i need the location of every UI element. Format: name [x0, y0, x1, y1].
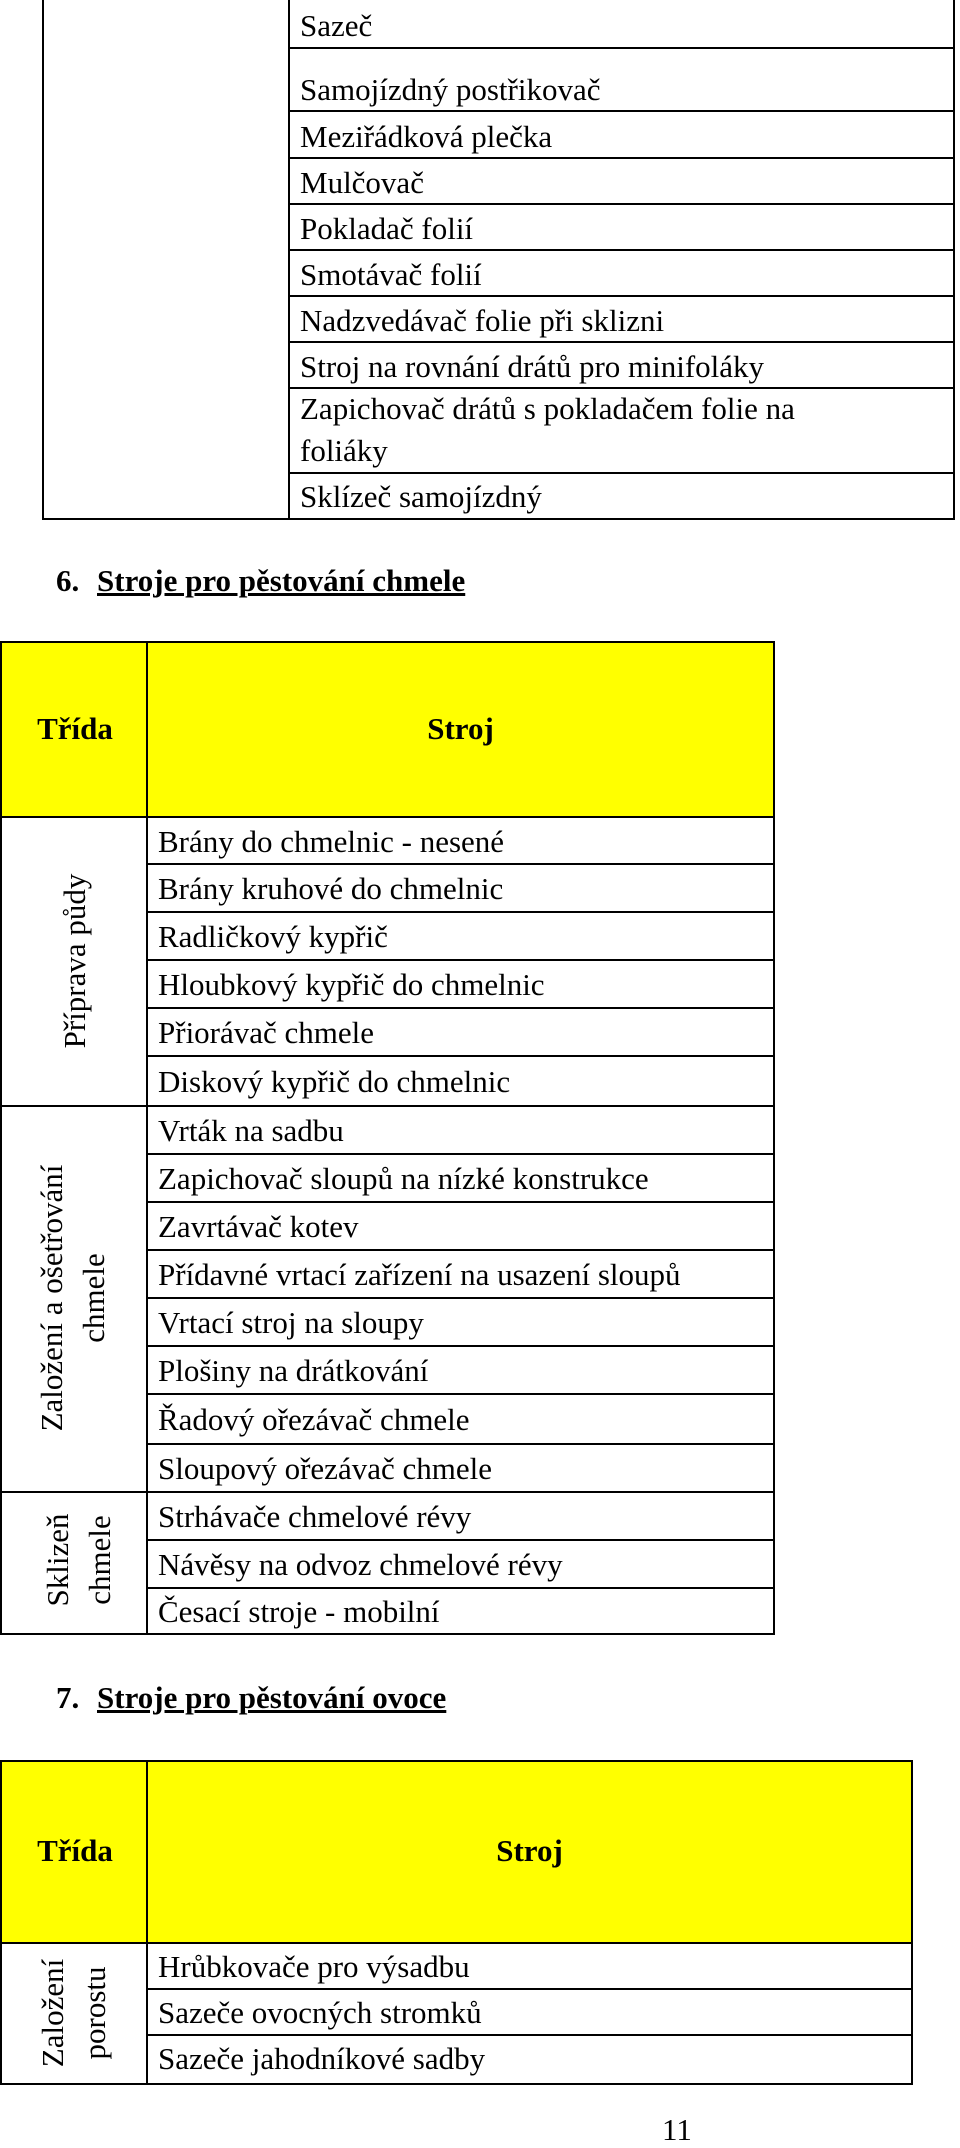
section6-title: Stroje pro pěstování chmele	[97, 563, 466, 598]
section6-group-label: Sklizeň	[40, 1513, 75, 1607]
section6-item: Hloubkový kypřič do chmelnic	[158, 967, 545, 1002]
section6-group-label: chmele	[76, 1253, 111, 1343]
section6-number: 6.	[56, 563, 80, 598]
top-item: Mulčovač	[300, 165, 424, 200]
section7-group-label: porostu	[77, 1966, 112, 2060]
top-item: Nadzvedávač folie při sklizni	[300, 303, 665, 338]
section6-group-label: Příprava půdy	[57, 873, 92, 1049]
top-item: Meziřádková plečka	[300, 119, 553, 154]
section6-item: Strhávače chmelové révy	[158, 1499, 472, 1534]
section6-item: Brány do chmelnic - nesené	[158, 824, 505, 859]
top-item: Stroj na rovnání drátů pro minifoláky	[300, 349, 765, 384]
section6-header-class: Třída	[37, 711, 113, 746]
section6-item: Diskový kypřič do chmelnic	[158, 1064, 511, 1099]
section7-item: Hrůbkovače pro výsadbu	[158, 1949, 470, 1984]
section6-item: Česací stroje - mobilní	[158, 1594, 440, 1629]
section6-item: Vrták na sadbu	[158, 1113, 344, 1148]
section6-item: Návěsy na odvoz chmelové révy	[158, 1547, 563, 1582]
section7-item: Sazeče ovocných stromků	[158, 1995, 482, 2030]
page-number: 11	[662, 2112, 692, 2147]
section6-item: Plošiny na drátkování	[158, 1353, 429, 1388]
section6-item: Radličkový kypřič	[158, 919, 388, 954]
top-item: Pokladač folií	[300, 211, 474, 246]
section7-number: 7.	[56, 1680, 80, 1715]
section6-header-machine: Stroj	[427, 711, 494, 746]
section6-item: Brány kruhové do chmelnic	[158, 871, 504, 906]
top-item: foliáky	[300, 433, 388, 468]
section6-heading	[56, 563, 465, 599]
section6-item: Přídavné vrtací zařízení na usazení sloupů	[158, 1257, 681, 1292]
top-item: Zapichovač drátů s pokladačem folie na	[300, 391, 795, 426]
section7-item: Sazeče jahodníkové sadby	[158, 2041, 486, 2076]
section6-item: Sloupový ořezávač chmele	[158, 1451, 492, 1486]
section6-item: Přiorávač chmele	[158, 1015, 375, 1050]
section6-item: Zavrtávač kotev	[158, 1209, 359, 1244]
top-item: Samojízdný postřikovač	[300, 72, 601, 107]
section7-header-machine: Stroj	[496, 1833, 563, 1868]
section7-heading	[56, 1680, 446, 1716]
section6-item: Vrtací stroj na sloupy	[158, 1305, 424, 1340]
section6-item: Řadový ořezávač chmele	[158, 1402, 470, 1437]
section7-header-class: Třída	[37, 1833, 113, 1868]
top-item: Sazeč	[300, 8, 373, 43]
section7-group-label: Založení	[35, 1958, 70, 2068]
section6-group-label: Založení a ošetřování	[34, 1164, 69, 1432]
section7-title: Stroje pro pěstování ovoce	[97, 1680, 447, 1715]
top-item: Smotávač folií	[300, 257, 482, 292]
section6-item: Zapichovač sloupů na nízké konstrukce	[158, 1161, 649, 1196]
top-item: Sklízeč samojízdný	[300, 479, 542, 514]
section6-group-label: chmele	[82, 1515, 117, 1605]
